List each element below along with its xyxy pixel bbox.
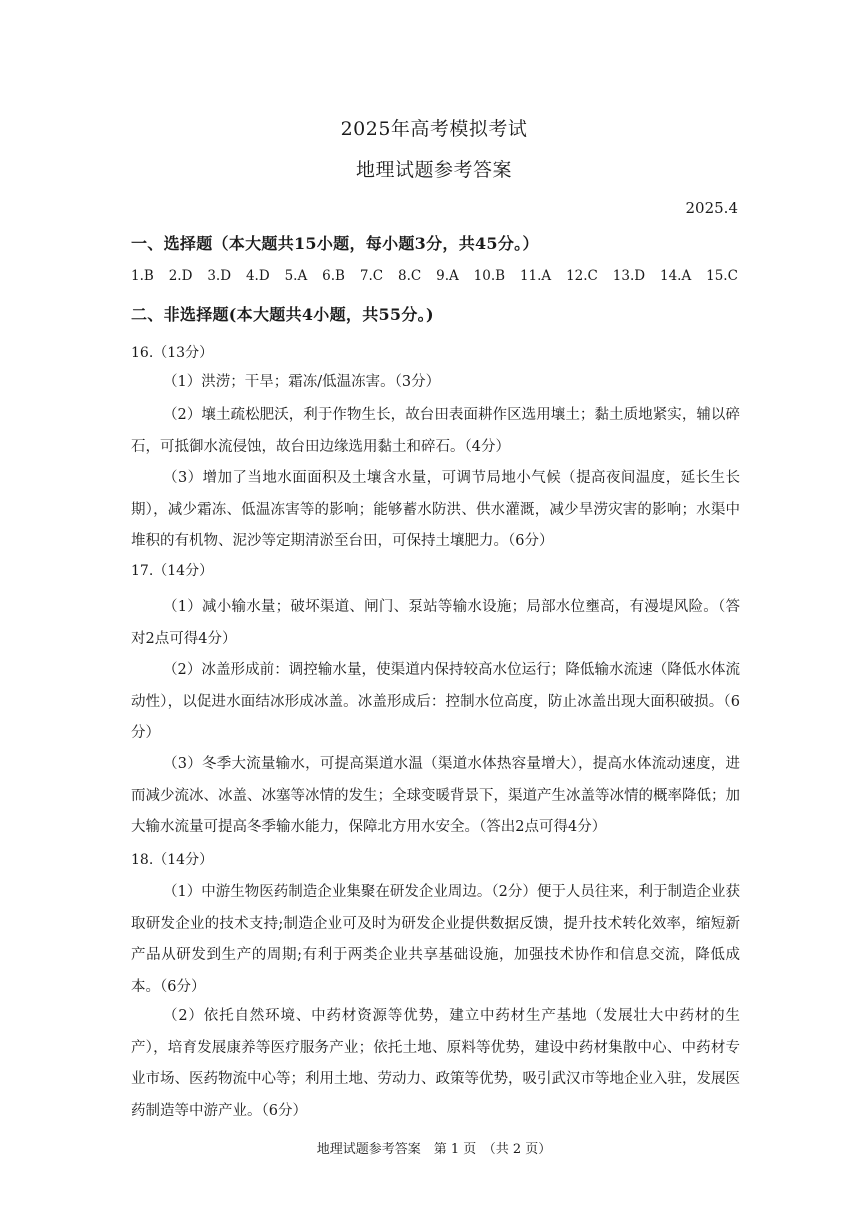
answer-item: 12.C [566,268,598,284]
question-17-answer-2: （2）冰盖形成前：调控输水量，使渠道内保持较高水位运行；降低输水流速（降低水体流动性），以促进水面结冰形成冰盖。冰盖形成后：控制水位高度，防止冰盖出现大面积破损。（6分） [131,662,740,741]
multiple-choice-answers [131,268,738,284]
section-heading-free-response: 二、非选择题(本大题共4小题，共55分。) [131,305,434,324]
question-16-answer-2: （2）壤土疏松肥沃，利于作物生长，故台田表面耕作区选用壤土；黏土质地紧实，辅以碎石，可抵御水流侵蚀，故台田边缘选用黏土和碎石。（4分） [131,407,740,455]
question-16-answer-1: （1）洪涝；干旱；霜冻/低温冻害。（3分） [163,374,441,390]
question-17-answer-1: （1）减小输水量；破坏渠道、闸门、泵站等输水设施；局部水位壅高，有漫堤风险。（答对2点可得4分） [131,599,740,647]
question-18-answer-2: （2）依托自然环境、中药材资源等优势，建立中药材生产基地（发展壮大中药材的生产），培育发展康养等医疗服务产业；依托土地、原料等优势，建设中药材集散中心、中药材专业市场、医药物流中心等；利用土地、劳动力、政策等优势，吸引武汉市等地企业入驻，发展医药制造等中游产业。（6分） [131,1008,740,1119]
answer-item: 14.A [660,268,692,284]
answer-item: 1.B [131,268,154,284]
answer-item: 13.D [612,268,646,284]
answer-item: 3.D [207,268,232,284]
answer-item: 8.C [397,268,422,284]
page-footer: 地理试题参考答案 第 1 页 （共 2 页） [316,1142,552,1157]
answer-item: 10.B [473,268,506,284]
question-18-label: 18.（14分） [131,852,214,868]
question-17-answer-3: （3）冬季大流量输水，可提高渠道水温（渠道水体热容量增大），提高水体流动速度，进而减少流冰、冰盖、冰塞等冰情的发生；全球变暖背景下，渠道产生冰盖等冰情的概率降低；加大输水流量可提高冬季输水能力，保障北方用水安全。（答出2点可得4分） [131,756,740,835]
exam-subtitle: 地理试题参考答案 [355,159,512,181]
answer-item: 4.D [245,268,270,284]
exam-date: 2025.4 [685,199,738,217]
question-16-label: 16.（13分） [131,345,214,361]
answer-item: 2.D [168,268,193,284]
answer-item: 9.A [436,268,459,284]
answer-item: 15.C [706,268,738,284]
question-16-answer-3: （3）增加了当地水面面积及土壤含水量，可调节局地小气候（提高夜间温度，延长生长期），减少霜冻、低温冻害等的影响；能够蓄水防洪、供水灌溉，减少旱涝灾害的影响；水渠中堆积的有机物、泥沙等定期清淤至台田，可保持土壤肥力。（6分） [131,470,740,549]
answer-item: 5.A [284,268,308,284]
answer-item: 6.B [322,268,345,284]
answer-item: 7.C [359,268,384,284]
answer-item: 11.A [519,268,552,284]
question-17-label: 17.（14分） [131,563,214,579]
section-heading-multiple-choice: 一、选择题（本大题共15小题，每小题3分，共45分。） [131,234,539,253]
question-18-answer-1: （1）中游生物医药制造企业集聚在研发企业周边。（2分）便于人员往来，利于制造企业获取研发企业的技术支持;制造企业可及时为研发企业提供数据反馈，提升技术转化效率，缩短新产品从研发到生产的周期;有利于两类企业共享基础设施，加强技术协作和信息交流，降低成本。（6分） [131,884,740,995]
exam-title: 2025年高考模拟考试 [340,118,528,140]
